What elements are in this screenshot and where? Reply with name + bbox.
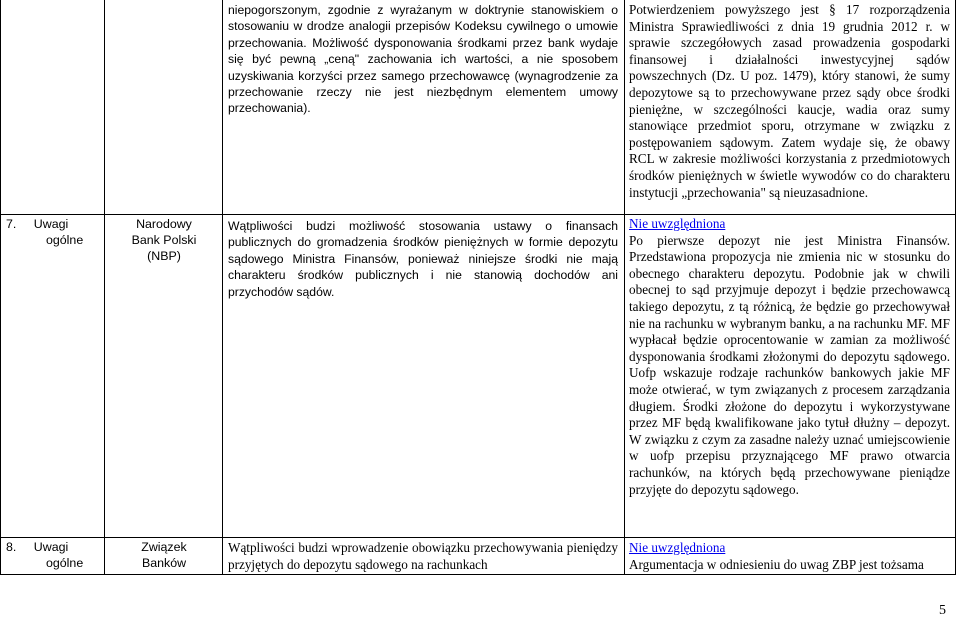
institution-name: Związek Banków [141, 540, 187, 570]
verdict-label: Nie uwzględniona [629, 216, 726, 231]
table-border-left [0, 0, 1, 575]
row-number: 7. [6, 217, 17, 231]
page-number: 5 [939, 603, 946, 618]
remark-text: Wątpliwości budzi możliwość stosowania ustawy o finansach publicznych do gromadzenia środków pieniężnych w formie depozytu sądowego Ministra Finansów, ponieważ niniejsze środki nie mają charakteru środków publicznych i nie stanowią dochodów ani przychodów sądów. [228, 219, 618, 299]
institution-cell [128, 539, 200, 571]
row-divider-1 [0, 214, 956, 215]
row-number-cell [6, 539, 100, 571]
response-cell-continued [629, 2, 950, 201]
response-cell [629, 216, 950, 498]
row-type: Uwagi [33, 540, 69, 554]
remark-cell-continued [228, 2, 618, 117]
table-border-right [955, 0, 956, 575]
remark-cell [228, 218, 618, 300]
row-type-2: ogólne [46, 233, 84, 247]
response-text: Argumentacja w odniesieniu do uwag ZBP jest tożsama [629, 556, 924, 572]
row-number: 8. [6, 540, 17, 554]
column-divider-2 [222, 0, 223, 575]
remark-cell [228, 540, 618, 573]
column-divider-1 [104, 0, 105, 575]
verdict-label: Nie uwzględniona [629, 540, 726, 555]
row-divider-2 [0, 537, 956, 538]
institution-name: Narodowy Bank Polski (NBP) [131, 217, 197, 263]
response-text: Po pierwsze depozyt nie jest Ministra Finansów. Przedstawiona propozycja nie zmienia nic w stosunku do obecnego charakteru depozytu. Podobnie jak w chwili obecnej to sąd przyjmuje depozyt i będzie przechowawcą takiego depozytu, z tą różnicą, że będzie go przechowywał nie na rachunku w wybranym banku, a na rachunku MF. MF wypłacał będzie oprocentowanie w zamian za możliwość dysponowania środkami złożonymi do depozytu sądowego. Uofp wskazuje rodzaje rachunków bankowych jakie MF może otwierać, w tym związanych z procesem zarządzania długiem. Środki złożone do depozytu i wykorzystywane przez MF będą kwalifikowane jako tytuł dłużny – depozyt. W związku z czym za zasadne należy uznać umiejscowienie w uofp przepisu przyznającego MF prawo otwarcia rachunków, na których będą przechowywane pieniądze przyjęte do depozytu sądowego. [629, 232, 950, 497]
row-type: Uwagi [33, 217, 69, 231]
remark-text: niepogorszonym, zgodnie z wyrażanym w doktrynie stanowiskiem o stosowaniu w drodze analogii przepisów Kodeksu cywilnego o umowie przechowania. Możliwość dysponowania środkami przez bank wydaje się być pewną „ceną" zachowania ich wartości, a nie sposobem uzyskiwania korzyści przez samego przechowawcę (wynagrodzenie za przechowanie rzeczy nie jest niezbędnym elementem umowy przechowania). [228, 3, 618, 116]
row-type-2: ogólne [46, 556, 84, 570]
remark-text: Wątpliwości budzi wprowadzenie obowiązku przechowywania pieniędzy przyjętych do depozytu sądowego na rachunkach [228, 540, 618, 572]
response-cell [629, 540, 950, 573]
institution-cell [128, 216, 200, 264]
row-number-cell [6, 216, 100, 248]
response-text: Potwierdzeniem powyższego jest § 17 rozporządzenia Ministra Sprawiedliwości z dnia 19 grudnia 2012 r. w sprawie szczegółowych zasad prowadzenia gospodarki finansowej i działalności inwestycyjnej sądów powszechnych (Dz. U poz. 1479), który stanowi, że sumy depozytowe są to przechowywane przez sądy obce środki pieniężne, w szczególności kaucje, wadia oraz sumy stanowiące przedmiot sporu, otrzymane w związku z postępowaniem sądowym. Zatem wydaje się, że obawy RCL w zakresie możliwości korzystania z przedmiotowych środków pieniężnych w świetle wywodów co do charakteru instytucji „przechowania" są nieuzasadnione. [629, 2, 950, 200]
table-border-bottom [0, 574, 956, 575]
column-divider-3 [624, 0, 625, 575]
